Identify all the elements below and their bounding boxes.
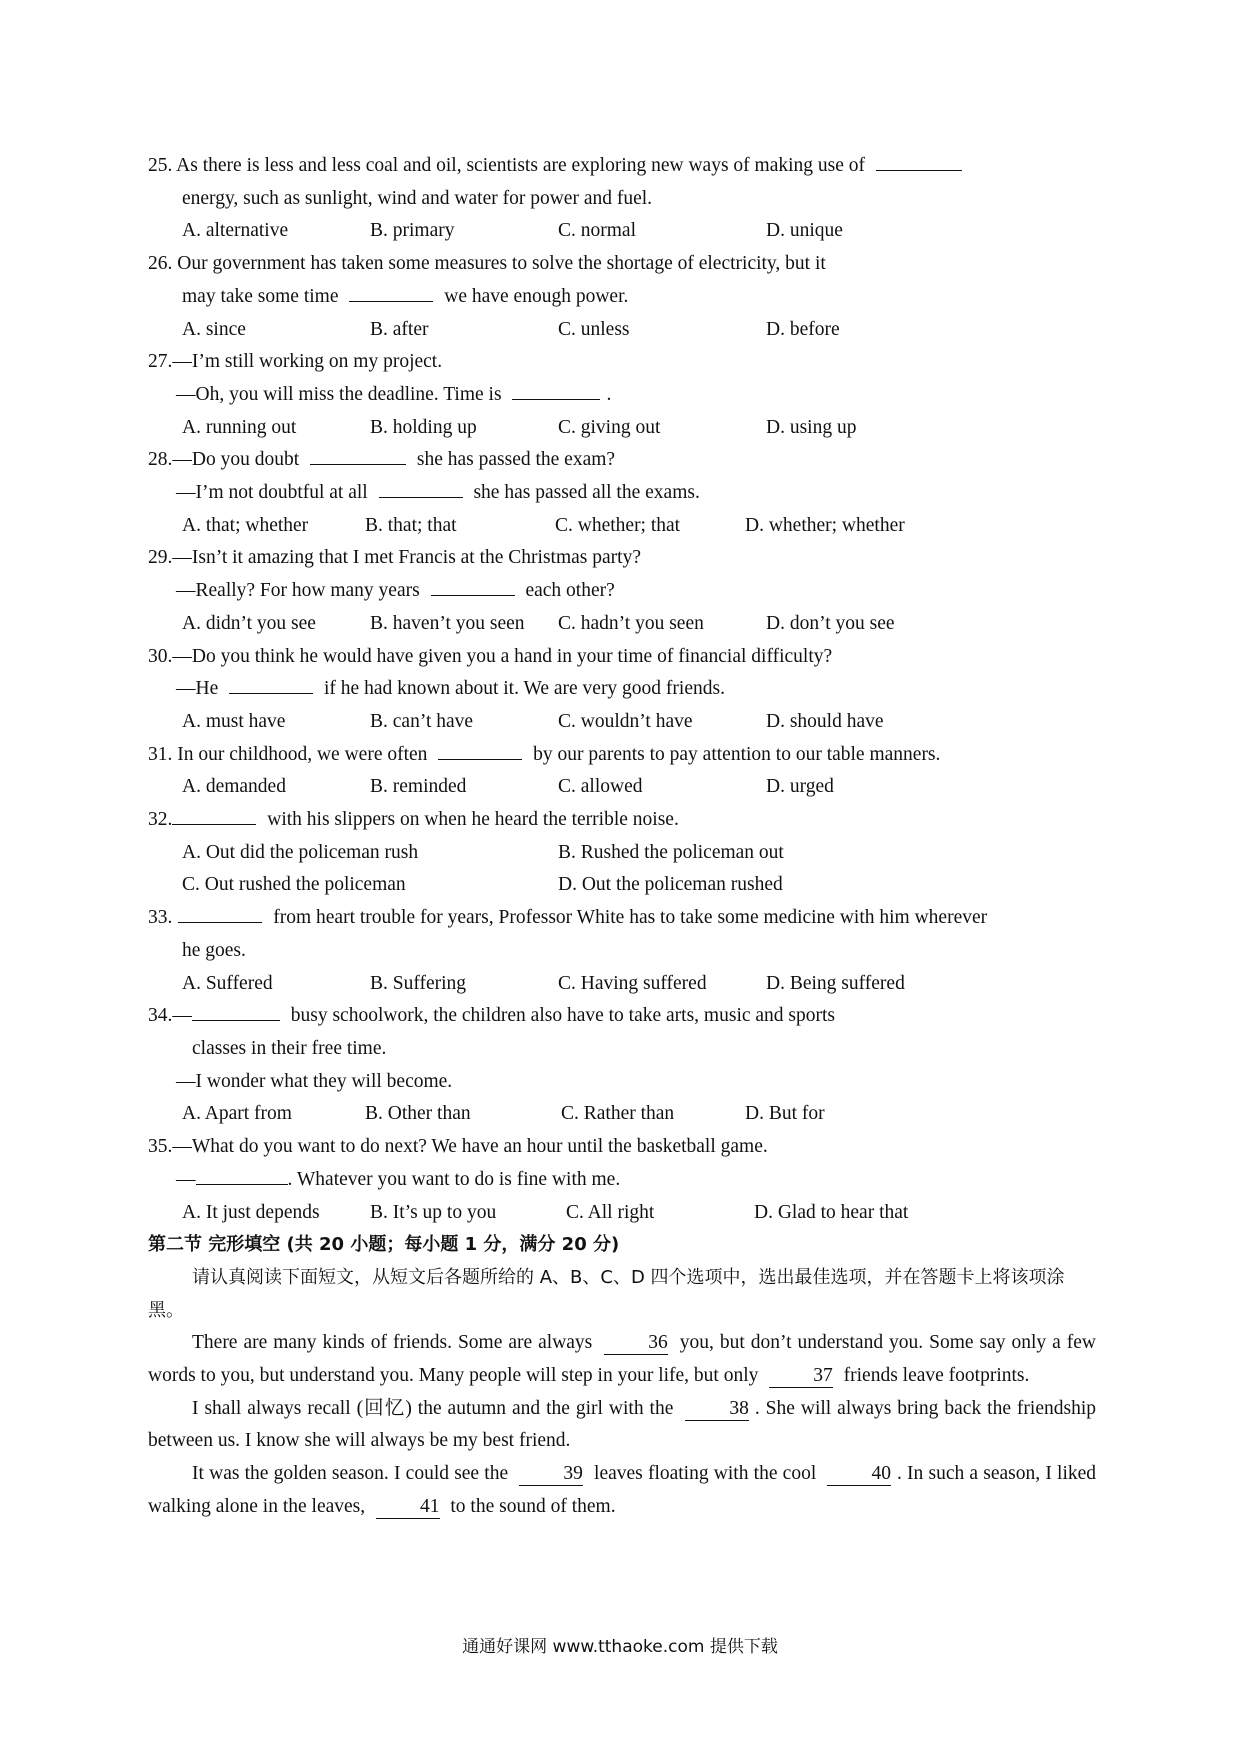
option-c[interactable]: C. hadn’t you seen [558, 612, 704, 634]
option-b[interactable]: B. holding up [370, 416, 477, 438]
question-prompt: As there is less and less coal and oil, scientists are exploring new ways of making use of [172, 155, 866, 176]
option-d[interactable]: D. Out the policeman rushed [558, 874, 783, 896]
question-31 [148, 739, 1096, 772]
question-32 [148, 804, 1096, 837]
option-a[interactable]: A. alternative [182, 220, 289, 242]
cloze-blank-40: 40 [827, 1463, 891, 1486]
passage-text: friends leave footprints. [843, 1365, 1030, 1387]
question-prompt: with his slippers on when he heard the terrible noise. [267, 809, 679, 831]
option-b[interactable]: B. primary [370, 220, 455, 242]
question-reply [148, 379, 1096, 412]
prompt-text: . [606, 383, 612, 405]
question-29 [148, 542, 1096, 575]
option-d[interactable]: D. don’t you see [766, 612, 895, 634]
answer-blank [379, 477, 463, 498]
option-a[interactable]: A. didn’t you see [182, 612, 316, 634]
option-d[interactable]: D. unique [766, 220, 843, 242]
question-prompt: —What do you want to do next? We have an hour until the basketball game. [172, 1136, 768, 1158]
answer-blank [876, 150, 962, 171]
prompt-text: she has passed all the exams. [473, 482, 700, 504]
options-25 [148, 215, 1096, 248]
question-number: 28. [148, 449, 173, 471]
page-footer[interactable]: 通通好课网 www.tthaoke.com 提供下载 [462, 1637, 778, 1657]
options-33 [148, 968, 1096, 1001]
passage-text: I shall always recall (回忆) the autumn and the girl with the [192, 1397, 674, 1419]
question-27 [148, 346, 1096, 379]
exam-page [148, 150, 1096, 1524]
question-number: 25. [148, 155, 173, 176]
question-continuation: he goes. [182, 939, 246, 961]
option-a[interactable]: A. demanded [182, 776, 286, 798]
section-instructions: 请认真阅读下面短文，从短文后各题所给的 A、B、C、D 四个选项中，选出最佳选项，并在答题卡上将该项涂黑。 [148, 1266, 1065, 1321]
prompt-text: —Oh, you will miss the deadline. Time is [176, 383, 502, 405]
option-c[interactable]: C. giving out [558, 416, 661, 438]
question-35 [148, 1131, 1096, 1164]
option-c[interactable]: C. Rather than [561, 1103, 675, 1125]
option-b[interactable]: B. haven’t you seen [370, 612, 525, 634]
option-d[interactable]: D. Glad to hear that [754, 1201, 909, 1223]
prompt-text: each other? [525, 580, 615, 602]
question-prompt: busy schoolwork, the children also have to take arts, music and sports [290, 1005, 836, 1027]
passage-text: . In such a season, I liked walking alone in the leaves, [148, 1463, 1097, 1517]
option-a[interactable]: A. since [182, 318, 246, 340]
passage-paragraph-2 [148, 1393, 1096, 1458]
option-a[interactable]: A. Suffered [182, 972, 273, 994]
question-number: 31. [148, 743, 173, 765]
question-reply [148, 477, 1096, 510]
option-a[interactable]: A. running out [182, 416, 297, 438]
question-number: 27. [148, 351, 173, 373]
options-31 [148, 771, 1096, 804]
question-continuation: classes in their free time. [192, 1037, 387, 1059]
options-34 [148, 1098, 1096, 1131]
options-30 [148, 706, 1096, 739]
option-b[interactable]: B. Rushed the policeman out [558, 841, 784, 863]
cloze-blank-41: 41 [376, 1496, 440, 1519]
option-a[interactable]: A. Apart from [182, 1103, 292, 1125]
passage-text: It was the golden season. I could see the [192, 1463, 509, 1485]
answer-blank [196, 1164, 288, 1185]
question-28 [148, 444, 1096, 477]
option-d[interactable]: D. Being suffered [766, 972, 905, 994]
answer-blank [310, 444, 406, 465]
prompt-text: we have enough power. [444, 285, 629, 307]
option-c[interactable]: C. allowed [558, 776, 643, 798]
passage-text: leaves floating with the cool [594, 1463, 817, 1485]
cloze-blank-38: 38 [685, 1398, 749, 1421]
option-a[interactable]: A. Out did the policeman rush [182, 841, 419, 863]
prompt-text: —Really? For how many years [176, 580, 420, 602]
question-26 [148, 248, 1096, 281]
option-a[interactable]: A. must have [182, 710, 286, 732]
question-prompt: In our childhood, we were often [172, 743, 428, 765]
option-d[interactable]: D. using up [766, 416, 857, 438]
answer-blank [229, 673, 313, 694]
option-a[interactable]: A. that; whether [182, 514, 309, 536]
question-number: 26. [148, 253, 173, 275]
option-c[interactable]: C. Out rushed the policeman [182, 874, 406, 896]
options-35 [148, 1197, 1096, 1230]
option-b[interactable]: B. that; that [365, 514, 457, 536]
option-d[interactable]: D. urged [766, 776, 834, 798]
question-prompt: —Do you think he would have given you a hand in your time of financial difficulty? [172, 645, 833, 667]
option-d[interactable]: D. But for [745, 1103, 825, 1125]
prompt-text: she has passed the exam? [416, 449, 616, 471]
question-33 [148, 902, 1096, 935]
question-reply [148, 673, 1096, 706]
option-c[interactable]: C. normal [558, 220, 636, 242]
section-title: 第二节 完形填空 (共 20 小题；每小题 1 分，满分 20 分) [148, 1234, 620, 1256]
passage-text: . She will always bring back the friendship between us. I know she will always be my best friend. [148, 1397, 1097, 1452]
cloze-blank-39: 39 [519, 1463, 583, 1486]
option-c[interactable]: C. unless [558, 318, 630, 340]
question-number: 33. [148, 907, 173, 929]
options-27 [148, 412, 1096, 445]
options-32-row2 [148, 869, 1096, 902]
question-continuation: energy, such as sunlight, wind and water for power and fuel. [182, 187, 653, 209]
answer-blank [192, 1000, 280, 1021]
option-b[interactable]: B. reminded [370, 776, 467, 798]
option-b[interactable]: B. Suffering [370, 972, 467, 994]
question-number: 32. [148, 809, 173, 831]
option-b[interactable]: B. can’t have [370, 710, 474, 732]
question-reply: —I wonder what they will become. [176, 1070, 453, 1092]
options-28 [148, 510, 1096, 543]
question-25 [148, 150, 1096, 183]
option-c[interactable]: C. Having suffered [558, 972, 707, 994]
option-d[interactable]: D. should have [766, 710, 884, 732]
passage-paragraph-3 [148, 1458, 1096, 1523]
option-a[interactable]: A. It just depends [182, 1201, 320, 1223]
answer-blank [178, 902, 262, 923]
question-34: 34.— busy schoolwork, the children also have to take arts, music and sports [148, 1000, 1096, 1033]
option-b[interactable]: B. Other than [365, 1103, 471, 1125]
answer-blank [512, 379, 600, 400]
option-b[interactable]: B. It’s up to you [370, 1201, 497, 1223]
passage-text: There are many kinds of friends. Some are always [192, 1332, 593, 1354]
option-c[interactable]: C. wouldn’t have [558, 710, 693, 732]
answer-blank [172, 804, 256, 825]
passage-paragraph-1 [148, 1327, 1096, 1392]
prompt-text: by our parents to pay attention to our table manners. [533, 743, 941, 765]
options-26 [148, 314, 1096, 347]
question-prompt: —Do you doubt [172, 449, 300, 471]
prompt-text: —He [176, 678, 219, 700]
question-30 [148, 641, 1096, 674]
question-prompt: —Isn’t it amazing that I met Francis at the Christmas party? [172, 547, 641, 569]
options-32 [148, 837, 1096, 870]
answer-blank [431, 575, 515, 596]
answer-blank [438, 739, 522, 760]
prompt-text: may take some time [182, 285, 339, 307]
cloze-blank-37: 37 [769, 1365, 833, 1388]
option-b[interactable]: B. after [370, 318, 429, 340]
question-number: 29. [148, 547, 173, 569]
prompt-text: —I’m not doubtful at all [176, 482, 368, 504]
question-continuation [148, 281, 1096, 314]
question-reply: — . Whatever you want to do is fine with me. [148, 1164, 1096, 1197]
question-number: 35. [148, 1136, 173, 1158]
question-prompt: from heart trouble for years, Professor White has to take some medicine with him wherever [273, 907, 988, 929]
passage-text: you, but don’t understand you. Some say only a few words to you, but understand you. Many people will step in your life, but only [148, 1332, 1097, 1387]
prompt-text: . Whatever you want to do is fine with me. [287, 1168, 621, 1190]
cloze-blank-36: 36 [604, 1332, 668, 1355]
question-prompt: Our government has taken some measures to solve the shortage of electricity, but it [172, 253, 826, 275]
question-number: 34. [148, 1005, 173, 1027]
question-reply [148, 575, 1096, 608]
option-c[interactable]: C. All right [566, 1201, 655, 1223]
option-d[interactable]: D. before [766, 318, 840, 340]
options-29 [148, 608, 1096, 641]
option-d[interactable]: D. whether; whether [745, 514, 905, 536]
passage-text: to the sound of them. [450, 1495, 616, 1517]
answer-blank [349, 281, 433, 302]
question-prompt: —I’m still working on my project. [172, 351, 443, 373]
question-number: 30. [148, 645, 173, 667]
option-c[interactable]: C. whether; that [555, 514, 681, 536]
prompt-text: if he had known about it. We are very good friends. [324, 678, 725, 700]
